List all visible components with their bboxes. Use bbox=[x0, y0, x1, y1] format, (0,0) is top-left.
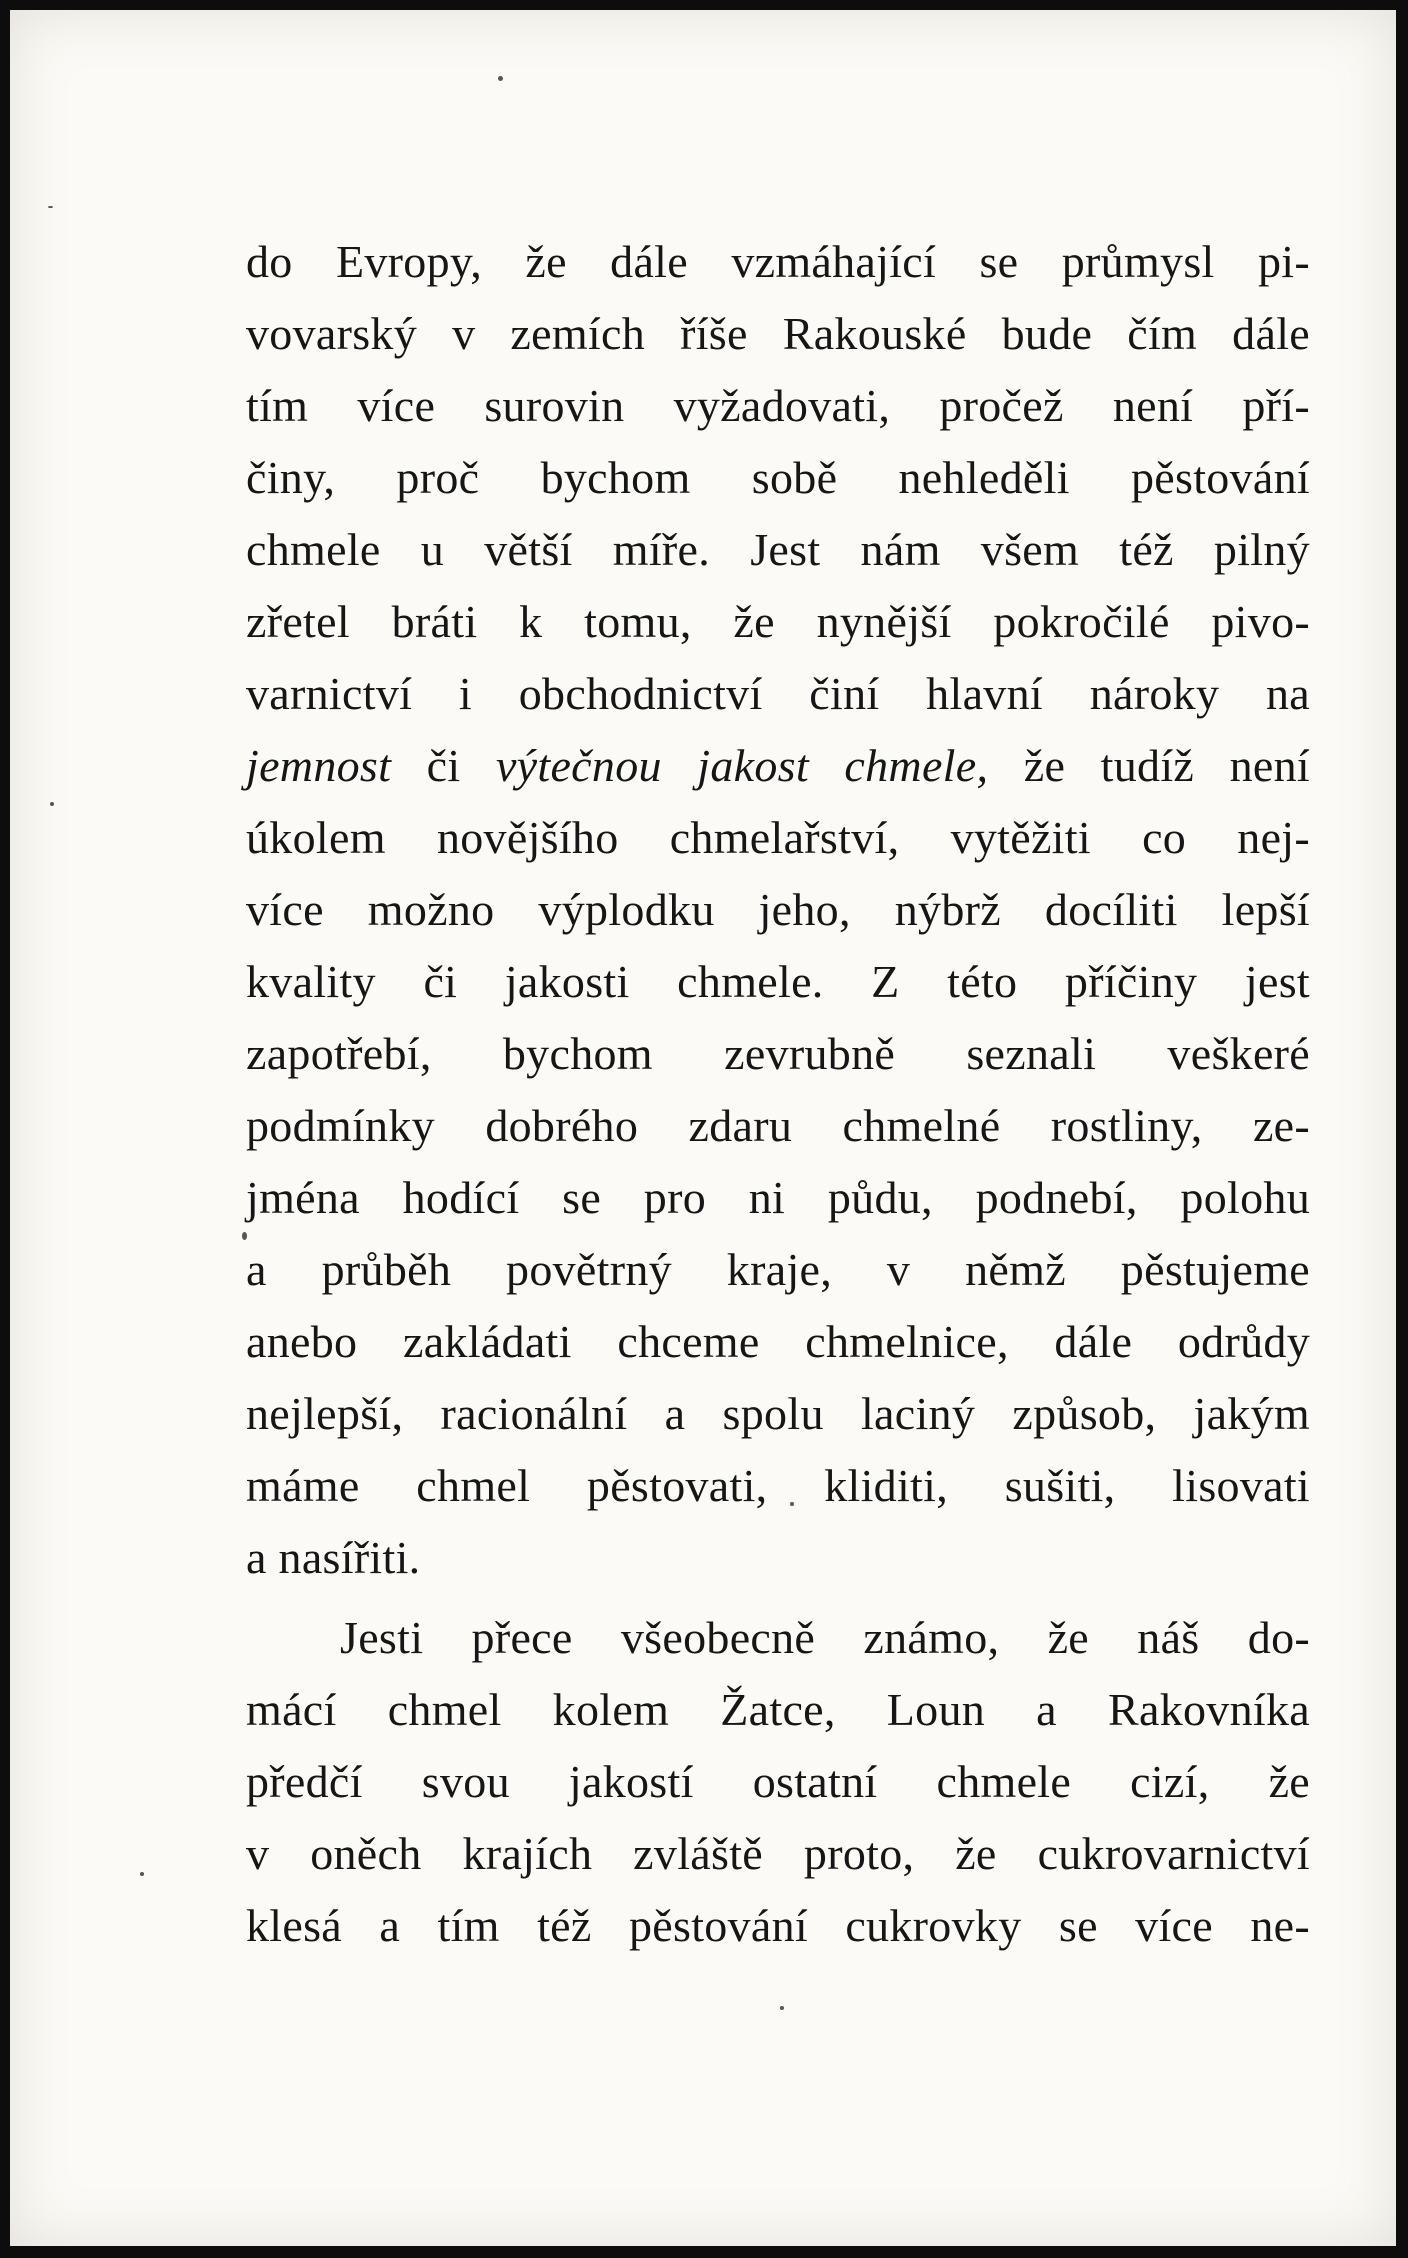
roman-text: že tudíž není bbox=[988, 740, 1310, 791]
text-line: více možno výplodku jeho, nýbrž docíliti lepší bbox=[246, 884, 1310, 935]
text-line: a průběh povětrný kraje, v němž pěstujeme bbox=[246, 1244, 1310, 1295]
text-line: chmele u větší míře. Jest nám všem též pilný bbox=[246, 524, 1310, 575]
text-line: úkolem novějšího chmelařství, vytěžiti co nej- bbox=[246, 812, 1310, 863]
text-line: podmínky dobrého zdaru chmelné rostliny, ze- bbox=[246, 1100, 1310, 1151]
italic-text: jemnost bbox=[246, 740, 392, 791]
scan-speck bbox=[48, 206, 53, 208]
scan-speck bbox=[50, 802, 54, 806]
text-line: zapotřebí, bychom zevrubně seznali veškeré bbox=[246, 1028, 1310, 1079]
text-line: v oněch krajích zvláště proto, že cukrovarnictví bbox=[246, 1828, 1310, 1879]
scan-speck bbox=[498, 76, 503, 81]
text-line: do Evropy, že dále vzmáhající se průmysl pi- bbox=[246, 236, 1310, 287]
text-line: Jesti přece všeobecně známo, že náš do- bbox=[340, 1612, 1310, 1663]
text-line: tím více surovin vyžadovati, pročež není pří- bbox=[246, 380, 1310, 431]
paragraph-1 bbox=[246, 226, 1310, 1594]
text-line: předčí svou jakostí ostatní chmele cizí, že bbox=[246, 1756, 1310, 1807]
text-line: klesá a tím též pěstování cukrovky se více ne- bbox=[246, 1900, 1310, 1951]
paragraph-2 bbox=[246, 1602, 1310, 1962]
text-line: zřetel bráti k tomu, že nynější pokročilé pivo- bbox=[246, 596, 1310, 647]
text-line: máme chmel pěstovati, kliditi, sušiti, lisovati bbox=[246, 1460, 1310, 1511]
text-line-with-italics bbox=[246, 730, 1310, 802]
text-line: mácí chmel kolem Žatce, Loun a Rakovníka bbox=[246, 1684, 1310, 1735]
roman-text: či bbox=[391, 740, 496, 791]
scan-speck bbox=[780, 2006, 784, 2010]
text-line: nejlepší, racionální a spolu laciný způsob, jakým bbox=[246, 1388, 1310, 1439]
text-line: a nasířiti. bbox=[246, 1532, 421, 1583]
text-line: varnictví i obchodnictví činí hlavní nároky na bbox=[246, 668, 1310, 719]
text-line: vovarský v zemích říše Rakouské bude čím dále bbox=[246, 308, 1310, 359]
text-line: anebo zakládati chceme chmelnice, dále odrůdy bbox=[246, 1316, 1310, 1367]
book-page bbox=[10, 10, 1396, 2246]
text-line: kvality či jakosti chmele. Z této příčiny jest bbox=[246, 956, 1310, 1007]
text-line: činy, proč bychom sobě nehleděli pěstování bbox=[246, 452, 1310, 503]
scan-speck bbox=[140, 1872, 144, 1876]
text-line: jména hodící se pro ni půdu, podnebí, polohu bbox=[246, 1172, 1310, 1223]
italic-text: výtečnou jakost chmele, bbox=[495, 740, 989, 791]
